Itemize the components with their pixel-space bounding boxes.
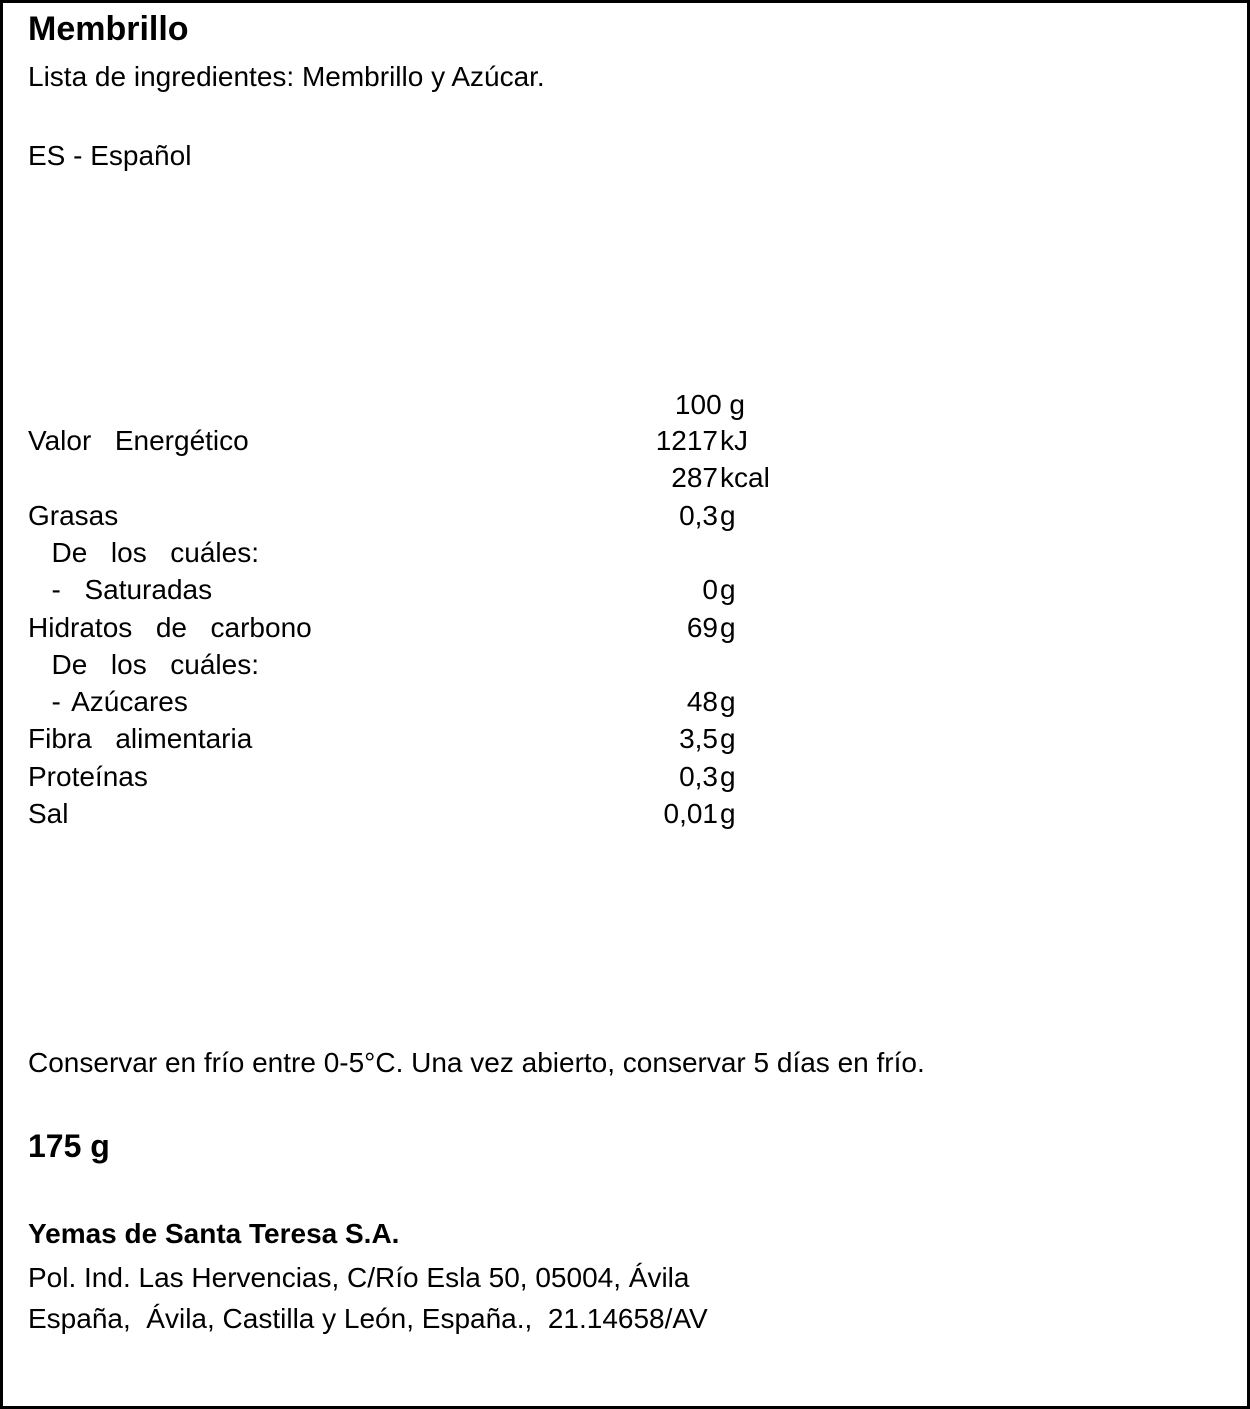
net-weight: 175 g: [28, 1128, 110, 1164]
nutrition-unit: kJ: [720, 425, 748, 456]
nutrition-value: 0,3: [679, 760, 718, 792]
nutrition-unit: g: [720, 723, 736, 755]
nutrition-unit: g: [720, 760, 736, 792]
nutrition-label: - Azúcares: [28, 686, 188, 718]
company-name: Yemas de Santa Teresa S.A.: [28, 1218, 400, 1249]
nutrition-unit: g: [720, 798, 736, 829]
nutrition-value: 0,01: [663, 798, 718, 829]
nutrition-header: 100 g: [674, 389, 745, 420]
product-title: Membrillo: [28, 10, 189, 48]
nutrition-row: [28, 462, 808, 499]
nutrition-label: Valor Energético: [28, 425, 249, 456]
nutrition-label: Fibra alimentaria: [28, 723, 253, 755]
nutrition-row: [28, 798, 808, 835]
nutrition-row: [28, 649, 808, 686]
nutrition-row: [28, 500, 808, 537]
nutrition-label: Proteínas: [28, 760, 148, 792]
nutrition-unit: kcal: [720, 462, 770, 494]
nutrition-label: Hidratos de carbono: [28, 611, 312, 643]
nutrition-row: [28, 761, 808, 798]
nutrition-row: [28, 425, 808, 462]
nutrition-row: [28, 723, 808, 760]
nutrition-value: 69: [686, 611, 718, 643]
nutrition-row: [28, 612, 808, 649]
nutrition-label: De los cuáles:: [28, 648, 259, 680]
storage-instructions: Conservar en frío entre 0-5°C. Una vez abierto, conservar 5 días en frío.: [28, 1047, 925, 1078]
nutrition-row: [28, 537, 808, 574]
company-address-line1: Pol. Ind. Las Hervencias, C/Río Esla 50, 05004, Ávila: [28, 1262, 690, 1293]
nutrition-label: Sal: [28, 798, 69, 829]
nutrition-value: 287: [671, 462, 718, 494]
nutrition-label: Grasas: [28, 499, 119, 531]
nutrition-unit: g: [720, 499, 736, 531]
nutrition-unit: g: [720, 611, 736, 643]
nutrition-value: 1217: [655, 425, 718, 456]
nutrition-row: [28, 574, 808, 611]
nutrition-value: 3,5: [679, 723, 718, 755]
language-label: ES - Español: [28, 140, 192, 171]
company-address-line2: España, Ávila, Castilla y León, España., 21.14658/AV: [28, 1303, 708, 1334]
nutrition-row: [28, 686, 808, 723]
nutrition-label: De los cuáles:: [28, 536, 259, 568]
nutrition-unit: g: [720, 686, 736, 718]
nutrition-label: - Saturadas: [28, 574, 213, 606]
nutrition-value: 48: [686, 686, 718, 718]
ingredients-list: Lista de ingredientes: Membrillo y Azúcar.: [28, 61, 545, 92]
nutrition-value: 0: [702, 574, 718, 606]
nutrition-unit: g: [720, 574, 736, 606]
nutrition-value: 0,3: [679, 499, 718, 531]
